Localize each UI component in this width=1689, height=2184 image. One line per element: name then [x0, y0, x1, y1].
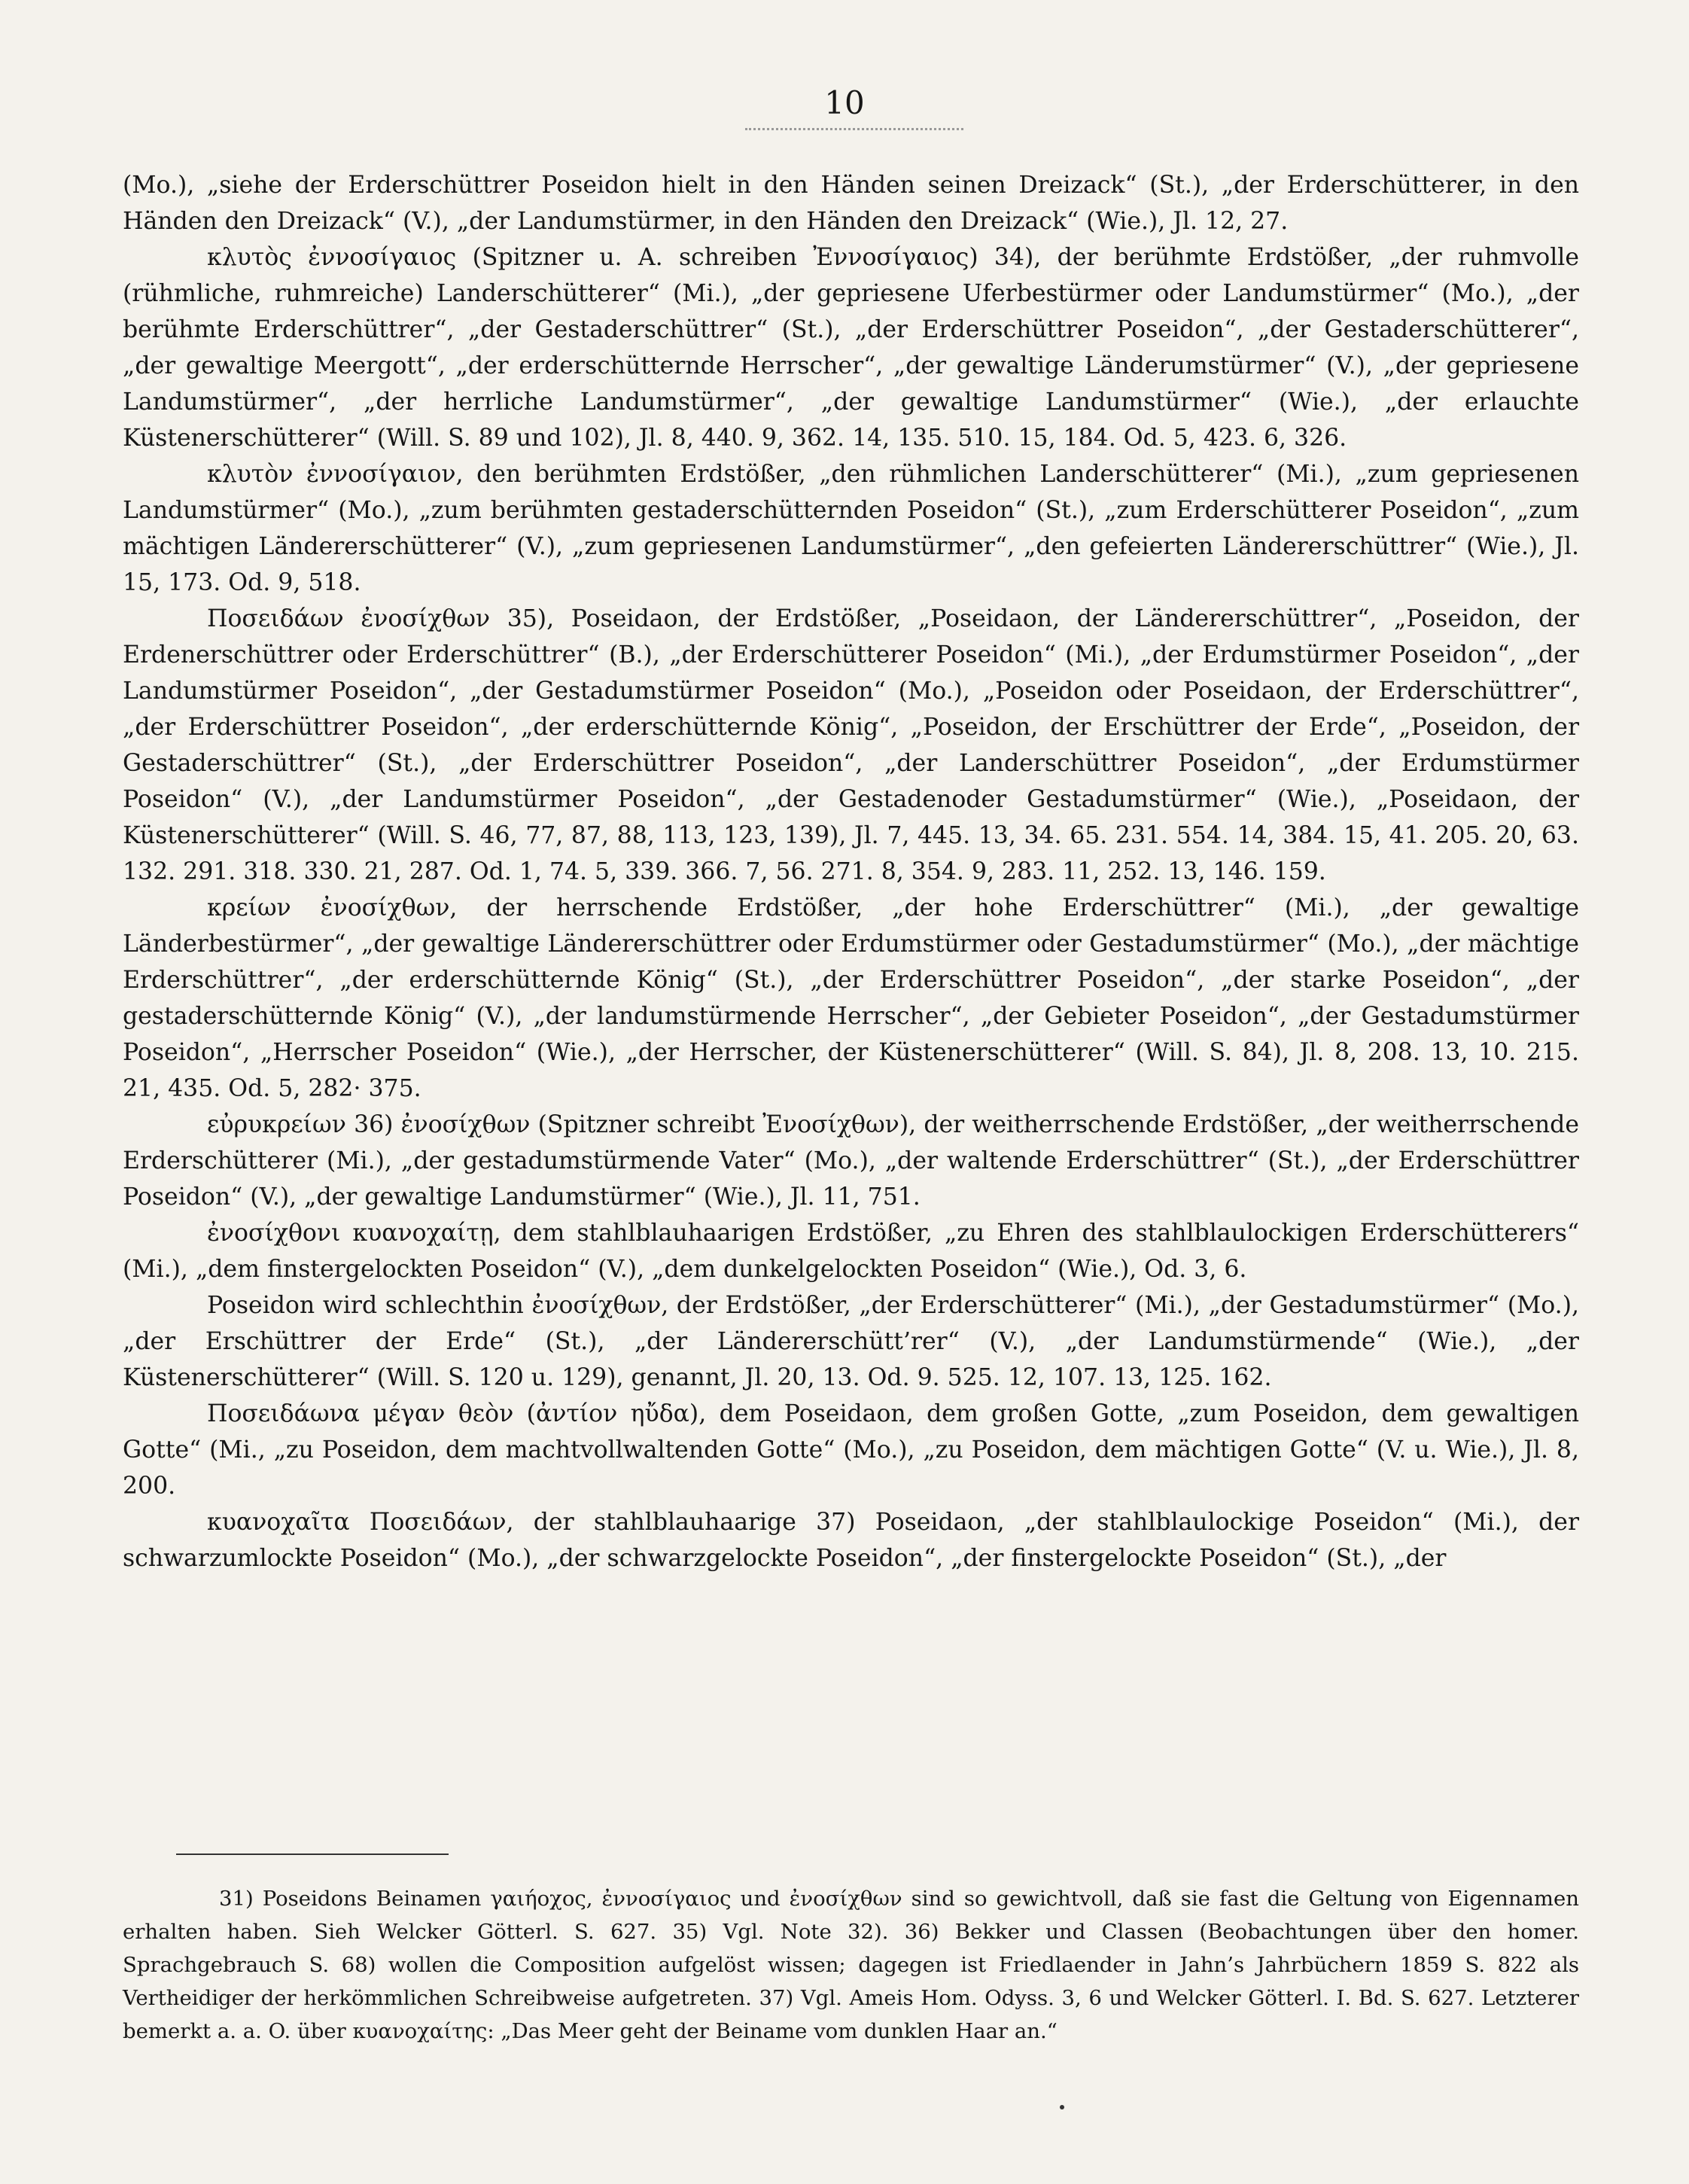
- paragraph: Ποσειδάωνα μέγαν θεὸν (ἀντίον ηὔδα), dem Poseidaon, dem großen Gotte, „zum Poseidon, dem gewaltigen Gotte“ (Mi., „zu Poseidon, dem machtvollwaltenden Gotte“ (Mo.), „zu Poseidon, dem mächtigen Gotte“ (V. u. Wie.), Jl. 8, 200.: [123, 1400, 1579, 1500]
- paragraph: Ποσειδάων ἐνοσίχθων 35), Poseidaon, der Erdstößer, „Poseidaon, der Ländererschüttrer“, „Poseidon, der Erdenerschüttrer oder Erderschüttrer“ (B.), „der Erderschütterer Poseidon“ (Mi.), „der Erdumstürmer Poseidon“, „der Landumstürmer Poseidon“, „der Gestadumstürmer Poseidon“ (Mo.), „Poseidon oder Poseidaon, der Erderschüttrer“, „der Erderschüttrer Poseidon“, „der erderschütternde König“, „Poseidon, der Erschüttrer der Erde“, „Poseidon, der Gestaderschüttrer“ (St.), „der Erderschüttrer Poseidon“, „der Landerschüttrer Poseidon“, „der Erdumstürmer Poseidon“ (V.), „der Landumstürmer Poseidon“, „der Gestadenoder Gestadumstürmer“ (Wie.), „Poseidaon, der Küstenerschütterer“ (Will. S. 46, 77, 87, 88, 113, 123, 139), Jl. 7, 445. 13, 34. 65. 231. 554. 14, 384. 15, 41. 205. 20, 63. 132. 291. 318. 330. 21, 287. Od. 1, 74. 5, 339. 366. 7, 56. 271. 8, 354. 9, 283. 11, 252. 13, 146. 159.: [123, 605, 1579, 885]
- paragraph: (Mo.), „siehe der Erderschüttrer Poseidon hielt in den Händen seinen Dreizack“ (St.), „der Erderschütterer, in den Händen den Dreizack“ (V.), „der Landumstürmer, in den Händen den Dreizack“ (Wie.), Jl. 12, 27.: [123, 172, 1579, 235]
- printer-dot: [1060, 2105, 1064, 2109]
- footnotes: [123, 1882, 1579, 2048]
- main-text: [123, 167, 1579, 1576]
- paragraph: Poseidon wird schlechthin ἐνοσίχθων, der Erdstößer, „der Erderschütterer“ (Mi.), „der Gestadumstürmer“ (Mo.), „der Erschüttrer der Erde“ (St.), „der Ländererschütt’rer“ (V.), „der Landumstürmende“ (Wie.), „der Küstenerschütterer“ (Will. S. 120 u. 129), genannt, Jl. 20, 13. Od. 9. 525. 12, 107. 13, 125. 162.: [123, 1292, 1579, 1391]
- paragraph: ἐνοσίχθονι κυανοχαίτῃ, dem stahlblauhaarigen Erdstößer, „zu Ehren des stahlblaulockigen Erderschütterers“ (Mi.), „dem finstergelockten Poseidon“ (V.), „dem dunkelgelockten Poseidon“ (Wie.), Od. 3, 6.: [123, 1220, 1579, 1283]
- page-number: 10: [824, 84, 865, 121]
- paragraph: κλυτὸς ἐννοσίγαιος (Spitzner u. A. schreiben Ἐννοσίγαιος) 34), der berühmte Erdstößer, „der ruhmvolle (rühmliche, ruhmreiche) Landerschütterer“ (Mi.), „der gepriesene Uferbestürmer oder Landumstürmer“ (Mo.), „der berühmte Erderschüttrer“, „der Gestaderschüttrer“ (St.), „der Erderschüttrer Poseidon“, „der Gestaderschütterer“, „der gewaltige Meergott“, „der erderschütternde Herrscher“, „der gewaltige Länderumstürmer“ (V.), „der gepriesene Landumstürmer“, „der herrliche Landumstürmer“, „der gewaltige Landumstürmer“ (Wie.), „der erlauchte Küstenerschütterer“ (Will. S. 89 und 102), Jl. 8, 440. 9, 362. 14, 135. 510. 15, 184. Od. 5, 423. 6, 326.: [123, 244, 1579, 452]
- paragraph: εὐρυκρείων 36) ἐνοσίχθων (Spitzner schreibt Ἐνοσίχθων), der weitherrschende Erdstößer, „der weitherrschende Erderschütterer (Mi.), „der gestadumstürmende Vater“ (Mo.), „der waltende Erderschüttrer“ (St.), „der Erderschüttrer Poseidon“ (V.), „der gewaltige Landumstürmer“ (Wie.), Jl. 11, 751.: [123, 1111, 1579, 1211]
- header-rule: [745, 128, 963, 130]
- paragraph: κρείων ἐνοσίχθων, der herrschende Erdstößer, „der hohe Erderschüttrer“ (Mi.), „der gewaltige Länderbestürmer“, „der gewaltige Ländererschüttrer oder Erdumstürmer oder Gestadumstürmer“ (Mo.), „der mächtige Erderschüttrer“, „der erderschütternde König“ (St.), „der Erderschüttrer Poseidon“, „der starke Poseidon“, „der gestaderschütternde König“ (V.), „der landumstürmende Herrscher“, „der Gebieter Poseidon“, „der Gestadumstürmer Poseidon“, „Herrscher Poseidon“ (Wie.), „der Herrscher, der Küstenerschütterer“ (Will. S. 84), Jl. 8, 208. 13, 10. 215. 21, 435. Od. 5, 282· 375.: [123, 894, 1579, 1102]
- footnote: 31) Poseidons Beinamen γαιήοχος, ἐννοσίγαιος und ἐνοσίχθων sind so gewichtvoll, daß sie fast die Geltung von Eigennamen erhalten haben. Sieh Welcker Götterl. S. 627. 35) Vgl. Note 32). 36) Bekker und Classen (Beobachtungen über den homer. Sprachgebrauch S. 68) wollen die Composition aufgelöst wissen; dagegen ist Friedlaender in Jahn’s Jahrbüchern 1859 S. 822 als Vertheidiger der herkömmlichen Schreibweise aufgetreten. 37) Vgl. Ameis Hom. Odyss. 3, 6 und Welcker Götterl. I. Bd. S. 627. Letzterer bemerkt a. a. O. über κυανοχαίτης: „Das Meer geht der Beiname vom dunklen Haar an.“: [123, 1887, 1579, 2043]
- paragraph: κλυτὸν ἐννοσίγαιον, den berühmten Erdstößer, „den rühmlichen Landerschütterer“ (Mi.), „zum gepriesenen Landumstürmer“ (Mo.), „zum berühmten gestaderschütternden Poseidon“ (St.), „zum Erderschütterer Poseidon“, „zum mächtigen Ländererschütterer“ (V.), „zum gepriesenen Landumstürmer“, „den gefeierten Ländererschüttrer“ (Wie.), Jl. 15, 173. Od. 9, 518.: [123, 461, 1579, 596]
- footnote-rule: [176, 1854, 449, 1855]
- paragraph: κυανοχαῖτα Ποσειδάων, der stahlblauhaarige 37) Poseidaon, „der stahlblaulockige Poseidon“ (Mi.), der schwarzumlockte Poseidon“ (Mo.), „der schwarzgelockte Poseidon“, „der finstergelockte Poseidon“ (St.), „der: [123, 1509, 1579, 1572]
